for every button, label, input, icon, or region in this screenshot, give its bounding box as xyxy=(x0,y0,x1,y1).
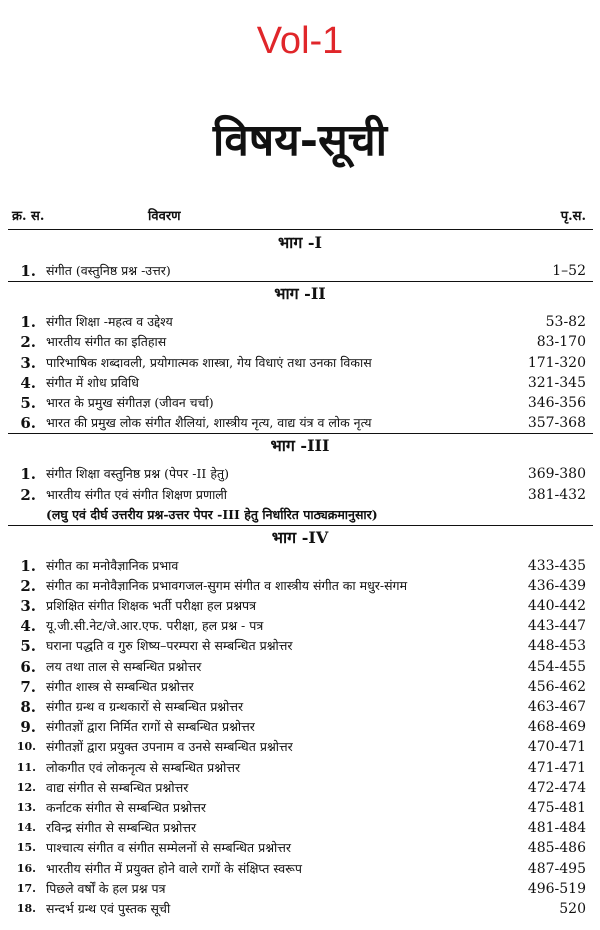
entry-page-range: 433-435 xyxy=(527,557,586,574)
entry-number: 6. xyxy=(20,657,36,676)
table-of-contents xyxy=(0,231,600,919)
entry-page-range: 463-467 xyxy=(527,699,586,715)
entry-page-range: 357-368 xyxy=(527,415,586,432)
toc-entry xyxy=(0,312,600,332)
entry-page-range: 470-471 xyxy=(527,739,586,756)
header-rule xyxy=(8,229,593,230)
toc-entry xyxy=(0,556,600,576)
volume-label: Vol-1 xyxy=(256,20,344,62)
table-header xyxy=(0,206,600,228)
entry-number: 13. xyxy=(16,800,36,814)
entry-page-range: 496-519 xyxy=(527,880,586,897)
toc-entry xyxy=(0,413,600,433)
entry-title: वाद्य संगीत से सम्बन्धित प्रश्नोत्तर xyxy=(46,779,189,795)
toc-entry xyxy=(0,818,600,838)
entry-number: 1. xyxy=(20,313,36,332)
header-serial-number: क्र. स. xyxy=(12,209,45,224)
entry-page-range: 1–52 xyxy=(552,263,586,279)
toc-entry xyxy=(0,393,600,413)
entry-title: संगीत का मनोवैज्ञानिक प्रभाव xyxy=(46,557,179,573)
entry-number: 14. xyxy=(16,821,36,835)
toc-entry xyxy=(0,717,600,737)
toc-entry xyxy=(0,758,600,778)
entry-title: लोकगीत एवं लोकनृत्य से सम्बन्धित प्रश्नोत्तर xyxy=(46,759,241,775)
section-title: भाग -II xyxy=(274,284,326,304)
entry-number: 8. xyxy=(20,698,36,716)
toc-entry xyxy=(0,677,600,697)
entry-number: 11. xyxy=(16,760,36,774)
entry-title: भारतीय संगीत का इतिहास xyxy=(46,334,167,350)
toc-entry xyxy=(0,778,600,798)
entry-title: लय तथा ताल से सम्बन्धित प्रश्नोत्तर xyxy=(46,658,202,674)
entry-page-range: 53-82 xyxy=(545,314,586,331)
toc-entry xyxy=(0,879,600,899)
entry-title: संगीत (वस्तुनिष्ठ प्रश्न -उत्तर) xyxy=(46,263,171,278)
toc-entry xyxy=(0,353,600,373)
entry-title: रविन्द्र संगीत से सम्बन्धित प्रश्नोत्तर xyxy=(46,820,197,836)
entry-page-range: 448-453 xyxy=(527,638,586,655)
entry-number: 3. xyxy=(20,353,36,372)
entry-number: 1. xyxy=(20,556,36,575)
entry-title: संगीत में शोध प्रविधि xyxy=(46,374,139,390)
entry-number: 3. xyxy=(20,597,36,616)
entry-number: 2. xyxy=(20,333,36,352)
entry-number: 9. xyxy=(20,718,36,737)
entry-title: संगीतज्ञों द्वारा निर्मित रागों से सम्बन्धित प्रश्नोत्तर xyxy=(46,719,255,735)
section-title: भाग -I xyxy=(277,233,323,252)
toc-entry xyxy=(0,838,600,858)
entry-page-range: 443-447 xyxy=(527,618,586,635)
entry-page-range: 171-320 xyxy=(527,354,586,371)
entry-number: 4. xyxy=(20,617,36,636)
toc-entry xyxy=(0,859,600,879)
entry-title: पिछले वर्षों के हल प्रश्न पत्र xyxy=(46,880,166,896)
toc-entry xyxy=(0,373,600,393)
section-note: (लघु एवं दीर्घ उत्तरीय प्रश्न-उत्तर पेपर -III हेतु निर्धारित पाठ्यक्रमानुसार) xyxy=(46,506,378,522)
entry-title: प्रशिक्षित संगीत शिक्षक भर्ती परीक्षा हल प्रश्नपत्र xyxy=(46,598,257,614)
header-page: पृ.स. xyxy=(560,209,586,224)
entry-page-range: 381-432 xyxy=(527,486,586,503)
toc-entry xyxy=(0,636,600,656)
entry-number: 1. xyxy=(20,262,36,280)
entry-page-range: 454-455 xyxy=(527,658,586,675)
toc-entry xyxy=(0,596,600,616)
toc-entry xyxy=(0,657,600,677)
entry-number: 5. xyxy=(20,637,36,656)
entry-page-range: 475-481 xyxy=(527,799,586,816)
entry-page-range: 456-462 xyxy=(527,678,586,695)
entry-number: 16. xyxy=(16,861,36,875)
entry-page-range: 472-474 xyxy=(527,779,586,796)
entry-number: 18. xyxy=(16,901,36,915)
entry-number: 12. xyxy=(16,780,36,794)
toc-entry xyxy=(0,261,600,281)
entry-number: 10. xyxy=(16,740,36,754)
entry-number: 7. xyxy=(20,677,36,696)
toc-entry xyxy=(0,798,600,818)
entry-page-range: 346-356 xyxy=(527,394,586,411)
toc-entry xyxy=(0,485,600,505)
toc-entry xyxy=(0,576,600,596)
entry-page-range: 83-170 xyxy=(536,334,586,351)
toc-entry xyxy=(0,332,600,352)
entry-number: 2. xyxy=(20,485,36,504)
entry-number: 2. xyxy=(20,576,36,595)
entry-page-range: 487-495 xyxy=(527,860,586,877)
entry-title: भारत के प्रमुख संगीतज्ञ (जीवन चर्चा) xyxy=(46,394,214,410)
page-title: विषय-सूची xyxy=(212,115,388,166)
entry-title: पारिभाषिक शब्दावली, प्रयोगात्मक शास्त्रा, गेय विधाएं तथा उनका विकास xyxy=(46,354,372,370)
entry-title: भारतीय संगीत एवं संगीत शिक्षण प्रणाली xyxy=(46,486,228,502)
entry-page-range: 468-469 xyxy=(527,719,586,736)
entry-page-range: 440-442 xyxy=(527,598,586,615)
entry-title: संगीतज्ञों द्वारा प्रयुक्त उपनाम व उनसे सम्बन्धित प्रश्नोत्तर xyxy=(46,739,293,755)
entry-title: संगीत ग्रन्थ व ग्रन्थकारों से सम्बन्धित प्रश्नोत्तर xyxy=(46,699,244,714)
section-title: भाग -IV xyxy=(271,527,329,547)
entry-title: भारत की प्रमुख लोक संगीत शैलियां, शास्त्रीय नृत्य, वाद्य यंत्र व लोक नृत्य xyxy=(46,415,372,431)
entry-title: कर्नाटक संगीत से सम्बन्धित प्रश्नोत्तर xyxy=(46,799,206,815)
entry-page-range: 471-471 xyxy=(527,759,586,776)
toc-entry xyxy=(0,616,600,636)
entry-page-range: 481-484 xyxy=(527,820,586,837)
entry-page-range: 485-486 xyxy=(527,840,586,857)
entry-number: 6. xyxy=(20,414,36,433)
entry-title: संगीत शास्त्र से सम्बन्धित प्रश्नोत्तर xyxy=(46,678,194,694)
entry-title: संगीत शिक्षा -महत्व व उद्देश्य xyxy=(46,314,173,330)
entry-page-range: 369-380 xyxy=(527,466,586,483)
entry-number: 4. xyxy=(20,373,36,392)
toc-entry xyxy=(0,899,600,919)
entry-title: भारतीय संगीत में प्रयुक्त होने वाले रागों के संक्षिप्त स्वरूप xyxy=(46,860,302,876)
entry-title: सन्दर्भ ग्रन्थ एवं पुस्तक सूची xyxy=(46,900,171,916)
entry-number: 1. xyxy=(20,465,36,484)
entry-title: संगीत शिक्षा वस्तुनिष्ठ प्रश्न (पेपर -II हेतु) xyxy=(46,466,229,482)
entry-number: 17. xyxy=(16,881,36,895)
header-description: विवरण xyxy=(148,209,181,224)
entry-title: पाश्चात्य संगीत व संगीत सम्मेलनों से सम्बन्धित प्रश्नोत्तर xyxy=(46,840,292,856)
entry-page-range: 436-439 xyxy=(527,577,586,594)
entry-page-range: 321-345 xyxy=(527,374,586,391)
entry-title: यू.जी.सी.नेट/जे.आर.एफ. परीक्षा, हल प्रश्न - पत्र xyxy=(46,618,264,634)
entry-title: घराना पद्धति व गुरु शिष्य–परम्परा से सम्बन्धित प्रश्नोत्तर xyxy=(46,638,293,654)
entry-number: 5. xyxy=(20,393,36,412)
entry-number: 15. xyxy=(16,841,36,855)
toc-entry xyxy=(0,737,600,757)
entry-page-range: 520 xyxy=(559,900,586,917)
toc-entry xyxy=(0,697,600,717)
entry-title: संगीत का मनोवैज्ञानिक प्रभावगजल-सुगम संगीत व शास्त्रीय संगीत का मधुर-संगम xyxy=(46,577,408,593)
toc-entry xyxy=(0,464,600,484)
section-title: भाग -III xyxy=(270,436,330,456)
